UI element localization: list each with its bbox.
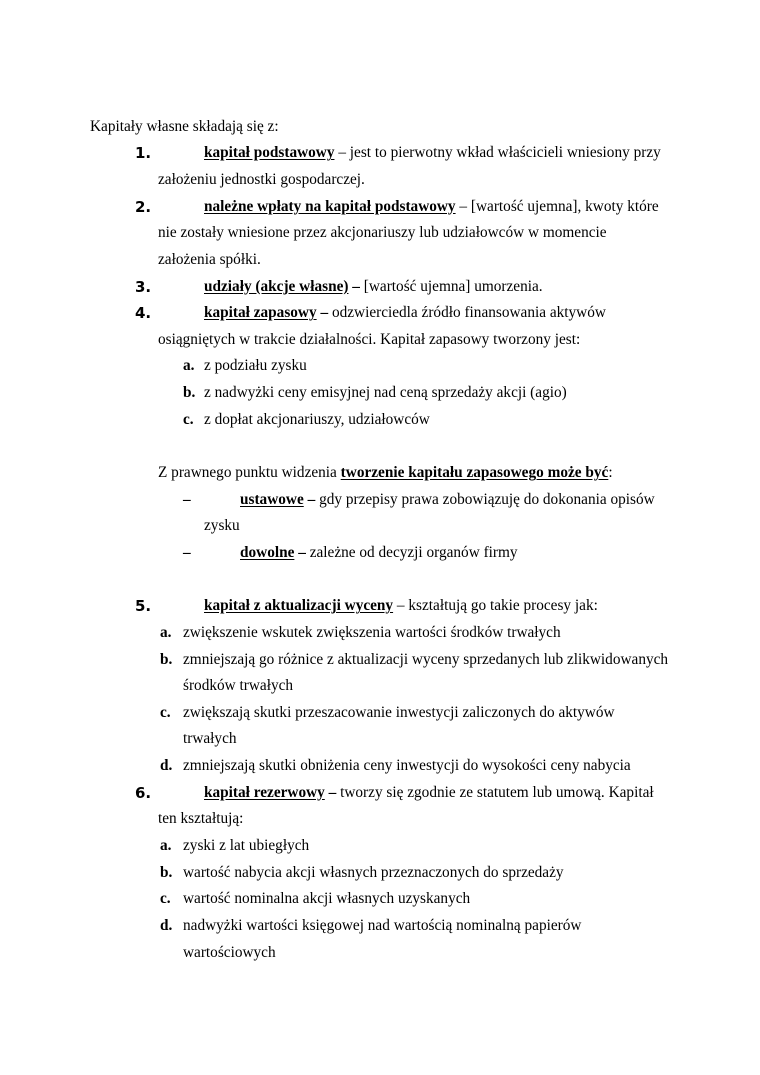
option-text: zależne od decyzji organów firmy <box>309 543 518 561</box>
subitem-letter: a. <box>183 357 195 375</box>
subitem-text: zmniejszają skutki obniżenia ceny inwestycji do wysokości ceny nabycia <box>183 757 631 775</box>
item-number: 5. <box>135 597 152 616</box>
subitem-5b <box>0 647 760 674</box>
legal-option-2 <box>0 540 760 567</box>
subitem-text: zwiększenie wskutek zwiększenia wartości środków trwałych <box>183 623 561 641</box>
list-item-6-continuation <box>0 806 760 833</box>
option-dash: – <box>298 543 306 561</box>
item-term: kapitał zapasowy <box>204 304 317 322</box>
intro-line <box>0 114 760 141</box>
item-number: 6. <box>135 783 152 802</box>
item-content <box>204 300 606 327</box>
legal-note-content <box>158 460 613 487</box>
subitem-text: z nadwyżki ceny emisyjnej nad ceną sprzedaży akcji (agio) <box>204 384 567 402</box>
list-item-2 <box>0 194 760 221</box>
option-text: gdy przepisy prawa zobowiązuję do dokonania opisów <box>319 490 655 508</box>
blank-line <box>0 433 760 460</box>
item-continuation-text: założenia spółki. <box>158 250 261 268</box>
list-item-4 <box>0 300 760 327</box>
subitem-text: nadwyżki wartości księgowej nad wartością nominalną papierów <box>183 916 582 934</box>
subitem-5b-continuation <box>0 673 760 700</box>
item-number: 2. <box>135 197 152 216</box>
item-dash: – <box>320 304 329 322</box>
item-continuation-text: założeniu jednostki gospodarczej. <box>158 170 365 188</box>
blank-line <box>0 567 760 594</box>
option-bullet: – <box>183 543 191 561</box>
item-text: kształtują go takie procesy jak: <box>408 597 598 615</box>
option-term: ustawowe <box>240 490 304 508</box>
option-dash: – <box>307 490 316 508</box>
subitem-text: wartość nabycia akcji własnych przeznaczonych do sprzedaży <box>183 863 564 881</box>
subitem-text: zyski z lat ubiegłych <box>183 836 310 854</box>
list-item-3 <box>0 274 760 301</box>
option-term: dowolne <box>240 543 295 561</box>
subitem-6a <box>0 833 760 860</box>
item-term: należne wpłaty na kapitał podstawowy <box>204 197 456 215</box>
subitem-6c <box>0 886 760 913</box>
item-content <box>204 194 659 221</box>
subitem-4c <box>0 407 760 434</box>
item-number: 1. <box>135 144 152 163</box>
list-item-2-continuation <box>0 220 760 247</box>
option-continuation-text: zysku <box>204 517 240 535</box>
item-number: 3. <box>135 277 152 296</box>
item-text: [wartość ujemna] umorzenia. <box>363 277 543 295</box>
item-content <box>204 780 654 807</box>
subitem-letter: c. <box>183 410 194 428</box>
subitem-continuation-text: wartościowych <box>183 943 276 961</box>
item-text: odzwierciedla źródło finansowania aktywów <box>331 304 606 322</box>
item-term: kapitał podstawowy <box>204 144 335 162</box>
list-item-6 <box>0 780 760 807</box>
subitem-5a <box>0 620 760 647</box>
subitem-5d <box>0 753 760 780</box>
subitem-5c-continuation <box>0 726 760 753</box>
intro-text: Kapitały własne składają się z: <box>90 117 279 135</box>
subitem-4b <box>0 380 760 407</box>
subitem-letter: d. <box>160 757 173 775</box>
item-term: kapitał z aktualizacji wyceny <box>204 597 394 615</box>
legal-note <box>0 460 760 487</box>
legal-option-1 <box>0 487 760 514</box>
list-item-4-continuation <box>0 327 760 354</box>
list-item-1 <box>0 140 760 167</box>
item-text: jest to pierwotny wkład właścicieli wniesiony przy <box>349 144 661 162</box>
document-body <box>0 114 760 967</box>
legal-option-1-continuation <box>0 513 760 540</box>
subitem-letter: b. <box>183 384 196 402</box>
subitem-letter: a. <box>160 836 172 854</box>
item-continuation-text: nie zostały wniesione przez akcjonariuszy lub udziałowców w momencie <box>158 224 607 242</box>
legal-note-text: Z prawnego punktu widzenia <box>158 464 337 482</box>
legal-note-colon: : <box>608 464 613 482</box>
subitem-letter: b. <box>160 863 173 881</box>
subitem-5c <box>0 700 760 727</box>
item-continuation-text: osiągniętych w trakcie działalności. Kapitał zapasowy tworzony jest: <box>158 330 581 348</box>
option-bullet: – <box>183 490 191 508</box>
item-content <box>204 593 598 620</box>
item-term: udziały (akcje własne) <box>204 277 349 295</box>
item-continuation-text: ten kształtują: <box>158 810 244 828</box>
subitem-letter: c. <box>160 890 171 908</box>
subitem-6b <box>0 860 760 887</box>
item-text: tworzy się zgodnie ze statutem lub umową. Kapitał <box>340 783 654 801</box>
subitem-4a <box>0 353 760 380</box>
subitem-6d-continuation <box>0 940 760 967</box>
list-item-5 <box>0 593 760 620</box>
list-item-1-continuation <box>0 167 760 194</box>
subitem-text: z podziału zysku <box>204 357 307 375</box>
subitem-letter: d. <box>160 916 173 934</box>
item-dash: – <box>459 197 468 215</box>
list-item-2-continuation <box>0 247 760 274</box>
subitem-text: zmniejszają go różnice z aktualizacji wyceny sprzedanych lub zlikwidowanych <box>183 650 669 668</box>
item-content <box>204 274 543 301</box>
subitem-6d <box>0 913 760 940</box>
item-dash: – <box>352 277 360 295</box>
option-content <box>240 540 518 567</box>
item-dash: – <box>328 783 337 801</box>
item-text: [wartość ujemna], kwoty które <box>470 197 659 215</box>
option-content <box>240 487 655 514</box>
legal-note-term: tworzenie kapitału zapasowego może być <box>340 464 609 482</box>
subitem-continuation-text: trwałych <box>183 730 237 748</box>
item-term: kapitał rezerwowy <box>204 783 325 801</box>
item-dash: – <box>396 597 405 615</box>
subitem-letter: c. <box>160 703 171 721</box>
item-number: 4. <box>135 304 152 323</box>
item-content <box>204 140 661 167</box>
subitem-continuation-text: środków trwałych <box>183 677 294 695</box>
subitem-text: wartość nominalna akcji własnych uzyskanych <box>183 890 471 908</box>
subitem-letter: b. <box>160 650 173 668</box>
subitem-text: zwiększają skutki przeszacowanie inwestycji zaliczonych do aktywów <box>183 703 615 721</box>
subitem-text: z dopłat akcjonariuszy, udziałowców <box>204 410 430 428</box>
item-dash: – <box>338 144 346 162</box>
subitem-letter: a. <box>160 623 172 641</box>
